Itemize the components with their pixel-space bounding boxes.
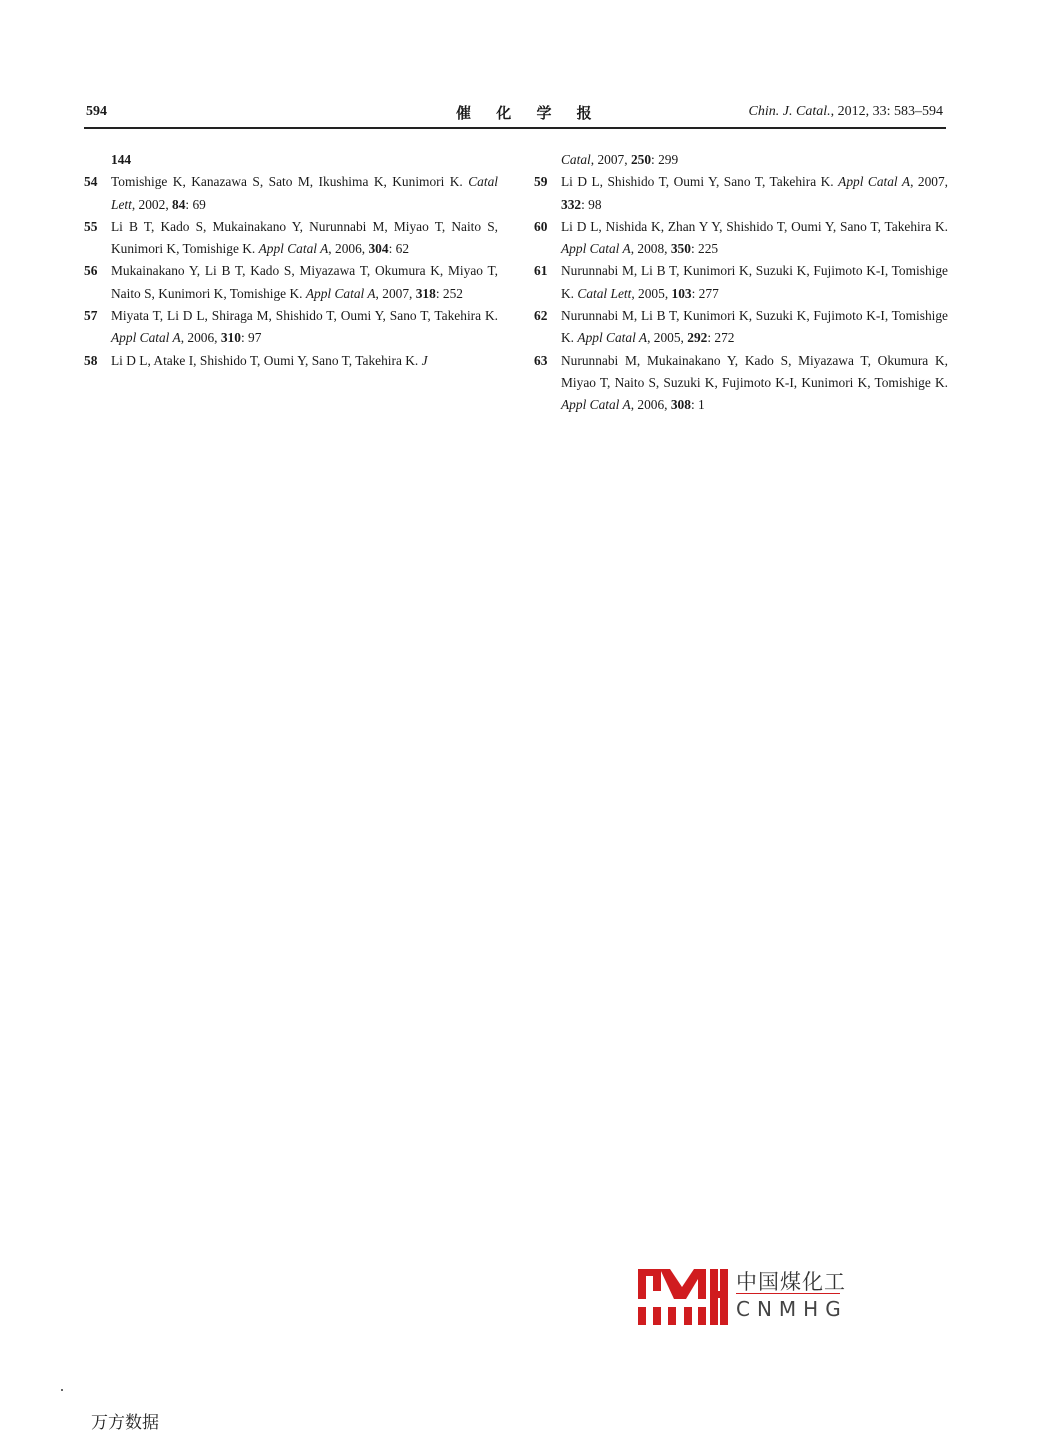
reference-authors: Li B T, Kado S, Mukainakano Y, Nurunnabi M, Miyao T, Naito S, Kunimori K, Tomishige K.: [111, 218, 498, 257]
reference-authors: Tomishige K, Kanazawa S, Sato M, Ikushima K, Kunimori K.: [111, 174, 463, 190]
reference-continuation: 144: [111, 152, 132, 167]
reference-number: 58: [84, 352, 98, 368]
reference-number: 56: [84, 263, 98, 279]
reference-journal: Appl Catal A: [561, 397, 631, 413]
reference-number: 61: [534, 263, 548, 279]
reference-pages: : 277: [691, 285, 719, 301]
reference-journal: Appl Catal A: [305, 285, 376, 301]
reference-year: , 2002,: [131, 196, 173, 212]
references-right-column: [534, 149, 948, 417]
reference-journal: Catal Lett: [577, 285, 632, 301]
reference-authors: Mukainakano Y, Li B T, Kado S, Miyazawa T, Okumura K, Miyao T, Naito S, Kunimori K, Tomishige K.: [111, 263, 498, 301]
reference-year: , 2006,: [328, 241, 369, 257]
reference-number: 62: [534, 308, 548, 324]
reference-journal: Appl Catal A: [111, 330, 181, 346]
reference-volume: 292: [687, 330, 708, 346]
reference-journal: Catal: [561, 152, 591, 167]
reference-item: [84, 216, 498, 261]
reference-pages: : 98: [581, 196, 602, 212]
source-footer: 万方数据: [91, 1413, 159, 1433]
reference-journal: Appl Catal A: [258, 241, 329, 257]
reference-year: , 2005,: [647, 330, 688, 346]
reference-number: 57: [84, 308, 98, 324]
reference-item: [534, 350, 948, 417]
logo-chinese-text: 中国煤化工: [736, 1270, 846, 1294]
reference-pages: : 62: [388, 241, 410, 257]
reference-volume: 350: [670, 241, 691, 257]
reference-item: [84, 305, 498, 350]
reference-pages: : 69: [185, 196, 206, 212]
reference-authors: Miyata T, Li D L, Shiraga M, Shishido T, Oumi Y, Sano T, Takehira K.: [111, 308, 498, 324]
reference-continuation: [534, 149, 948, 171]
citation-journal: Chin. J. Catal.: [748, 104, 831, 119]
header-rule: [84, 127, 946, 129]
reference-text: [111, 260, 498, 305]
reference-item: [84, 171, 498, 216]
reference-year: , 2007,: [910, 174, 948, 190]
reference-journal: Appl Catal A: [577, 330, 648, 346]
reference-item: [534, 216, 948, 261]
reference-item: [84, 260, 498, 305]
logo-english-text: CNMHG: [736, 1297, 848, 1321]
reference-text: [111, 350, 498, 372]
reference-authors: Li D L, Shishido T, Oumi Y, Sano T, Takehira K.: [561, 174, 834, 190]
reference-text: [561, 260, 948, 305]
reference-text: [561, 305, 948, 350]
reference-authors: Nurunnabi M, Li B T, Kunimori K, Suzuki K, Fujimoto K-I, Tomishige K.: [561, 263, 948, 301]
reference-pages: : 299: [651, 152, 679, 167]
reference-pages: : 1: [690, 397, 705, 413]
reference-text: [111, 171, 498, 216]
reference-volume: 332: [561, 196, 582, 212]
reference-number: 55: [84, 218, 98, 234]
reference-volume: 310: [220, 330, 241, 346]
reference-number: 54: [84, 174, 98, 190]
reference-number: 60: [534, 218, 548, 234]
reference-authors: Nurunnabi M, Li B T, Kunimori K, Suzuki K, Fujimoto K-I, Tomishige K.: [561, 308, 948, 346]
reference-number: 63: [534, 352, 548, 368]
reference-item: [534, 260, 948, 305]
reference-item: [534, 171, 948, 216]
citation-details: , 2012, 33: 583–594: [830, 104, 943, 119]
reference-authors: Nurunnabi M, Mukainakano Y, Kado S, Miyazawa T, Okumura K, Miyao T, Naito S, Suzuki K, Fujimoto K-I, Kunimori K, Tomishige K.: [561, 352, 948, 390]
reference-text: [561, 216, 948, 261]
reference-pages: : 272: [707, 330, 735, 346]
reference-volume: 318: [415, 285, 436, 301]
reference-volume: 103: [671, 285, 692, 301]
reference-text: [561, 171, 948, 216]
reference-volume: 250: [630, 152, 652, 167]
reference-volume: 304: [368, 241, 389, 257]
reference-year: , 2006,: [180, 330, 221, 346]
reference-text: [111, 305, 498, 350]
reference-journal: Catal Lett: [111, 174, 498, 212]
reference-year: , 2005,: [631, 285, 672, 301]
reference-item: [84, 350, 498, 372]
reference-authors: Li D L, Nishida K, Zhan Y Y, Shishido T, Oumi Y, Sano T, Takehira K.: [561, 218, 948, 234]
reference-pages: : 225: [690, 241, 719, 257]
reference-pages: : 97: [240, 330, 262, 346]
page-speck: [61, 1389, 63, 1391]
journal-title-cn: 催 化 学 报: [456, 104, 602, 122]
reference-item: [534, 305, 948, 350]
reference-year: , 2007,: [375, 285, 416, 301]
reference-number: 59: [534, 174, 548, 190]
reference-year: , 2008,: [630, 241, 671, 257]
reference-journal: J: [421, 352, 428, 368]
references-left-column: [84, 149, 498, 372]
running-citation: [749, 104, 943, 120]
logo-divider: [736, 1293, 840, 1294]
reference-volume: 308: [670, 397, 691, 413]
reference-year: , 2006,: [630, 397, 671, 413]
reference-text: [561, 350, 948, 417]
reference-volume: 84: [172, 196, 186, 212]
page-number: 594: [86, 104, 107, 119]
reference-text: [111, 216, 498, 261]
reference-journal: Appl Catal A: [838, 174, 911, 190]
reference-authors: Li D L, Atake I, Shishido T, Oumi Y, Sano T, Takehira K.: [111, 352, 419, 368]
reference-year: , 2007,: [590, 152, 631, 167]
reference-journal: Appl Catal A: [561, 241, 631, 257]
reference-pages: : 252: [435, 285, 463, 301]
